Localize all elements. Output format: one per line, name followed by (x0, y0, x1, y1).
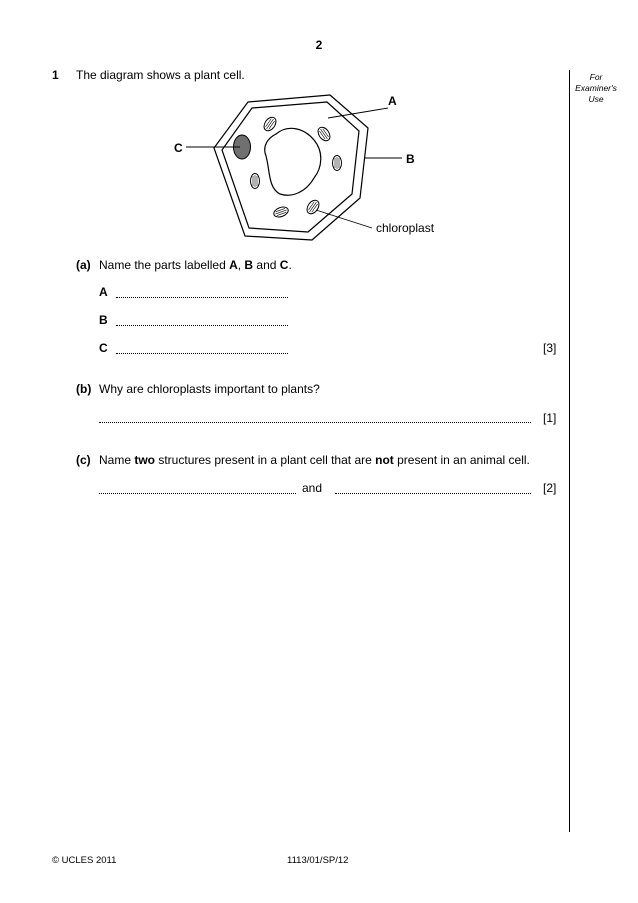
plant-cell-diagram (0, 0, 638, 260)
question-intro: The diagram shows a plant cell. (76, 68, 245, 82)
part-c-bold: not (375, 453, 394, 467)
marks-part-a: [3] (543, 341, 557, 355)
examiner-note-line: For (589, 72, 603, 82)
part-a-end: . (288, 258, 292, 272)
part-a-letter: B (244, 258, 254, 272)
cell-wall-outer (214, 95, 368, 240)
part-a-question (99, 258, 292, 272)
part-c-bold: two (134, 453, 156, 467)
part-a-letter: A (229, 258, 238, 272)
marks-part-c: [2] (543, 481, 557, 495)
page-number: 2 (315, 38, 323, 52)
label-a: A (388, 94, 397, 108)
part-c-question (99, 453, 530, 467)
part-c-text: present in an animal cell. (393, 453, 530, 467)
answer-label-c: C (99, 341, 108, 355)
part-c-text: structures present in a plant cell that are (155, 453, 376, 467)
answer-line-part-c-2[interactable] (335, 493, 531, 494)
part-b-label: (b) (76, 382, 92, 396)
label-line-a (328, 108, 388, 118)
vacuole (265, 128, 321, 195)
label-c: C (174, 141, 183, 155)
question-number: 1 (52, 68, 59, 82)
label-b: B (406, 152, 415, 166)
footer-code: 1113/01/SP/12 (287, 855, 349, 866)
answer-line-part-b[interactable] (99, 422, 531, 423)
answer-label-b: B (99, 313, 108, 327)
part-c-label: (c) (76, 453, 91, 467)
and-word: and (302, 481, 323, 495)
part-a-label: (a) (76, 258, 91, 272)
answer-label-a: A (99, 285, 108, 299)
part-a-text: Name the parts labelled (99, 258, 230, 272)
part-a-sep: and (253, 258, 280, 272)
part-a-sep: , (237, 258, 245, 272)
examiner-note-line: Use (588, 94, 604, 104)
footer-copyright: © UCLES 2011 (52, 855, 117, 866)
part-a-letter: C (279, 258, 289, 272)
label-chloroplast: chloroplast (376, 221, 435, 235)
chloroplasts (251, 115, 342, 219)
marks-part-b: [1] (543, 411, 557, 425)
answer-line-part-c-1[interactable] (99, 493, 296, 494)
answer-line-c[interactable] (116, 353, 288, 354)
part-c-text: Name (99, 453, 135, 467)
examiner-note-line: Examiner's (575, 83, 617, 93)
part-b-question: Why are chloroplasts important to plants? (99, 382, 320, 396)
answer-line-a[interactable] (116, 297, 288, 298)
answer-line-b[interactable] (116, 325, 288, 326)
